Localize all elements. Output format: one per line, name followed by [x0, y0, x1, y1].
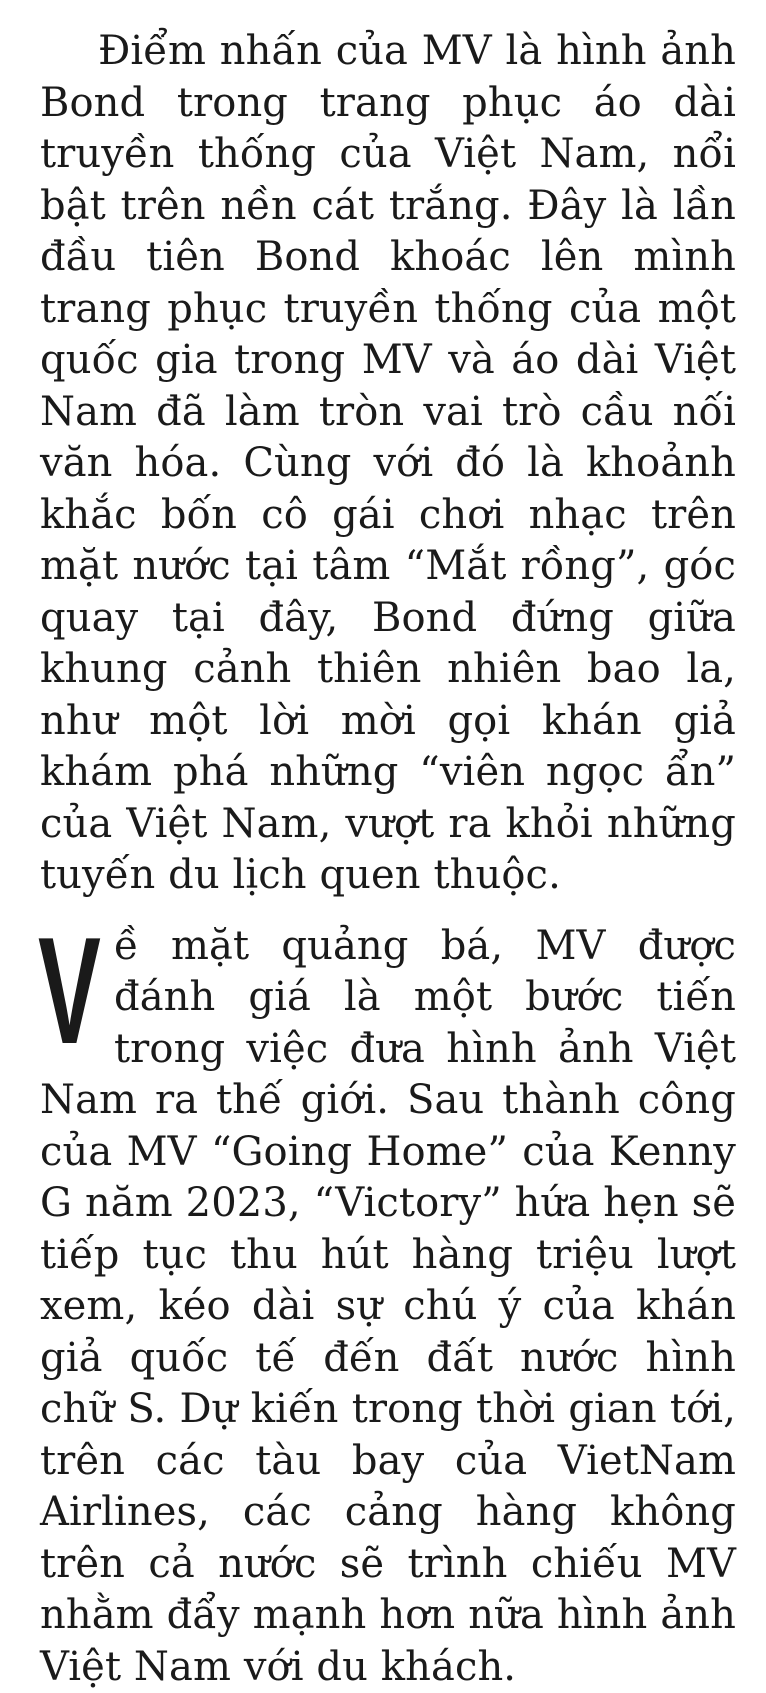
article-paragraph-2	[40, 921, 736, 1693]
article-paragraph-1: Điểm nhấn của MV là hình ảnh Bond trong trang phục áo dài truyền thống của Việt Nam, nổi bật trên nền cát trắng. Đây là lần đầu tiên Bond khoác lên mình trang phục truyền thống của một quốc gia trong MV và áo dài Việt Nam đã làm tròn vai trò cầu nối văn hóa. Cùng với đó là khoảnh khắc bốn cô gái chơi nhạc trên mặt nước tại tâm “Mắt rồng”, góc quay tại đây, Bond đứng giữa khung cảnh thiên nhiên bao la, như một lời mời gọi khán giả khám phá những “viên ngọc ẩn” của Việt Nam, vượt ra khỏi những tuyến du lịch quen thuộc.	[40, 26, 736, 902]
drop-cap: V	[38, 927, 79, 1059]
article-paragraph-2-text: ề mặt quảng bá, MV được đánh giá là một bước tiến trong việc đưa hình ảnh Việt Nam ra thế giới. Sau thành công của MV “Going Home” của Kenny G năm 2023, “Victory” hứa hẹn sẽ tiếp tục thu hút hàng triệu lượt xem, kéo dài sự chú ý của khán giả quốc tế đến đất nước hình chữ S. Dự kiến trong thời gian tới, trên các tàu bay của VietNam Airlines, các cảng hàng không trên cả nước sẽ trình chiếu MV nhằm đẩy mạnh hơn nữa hình ảnh Việt Nam với du khách.	[40, 923, 736, 1690]
